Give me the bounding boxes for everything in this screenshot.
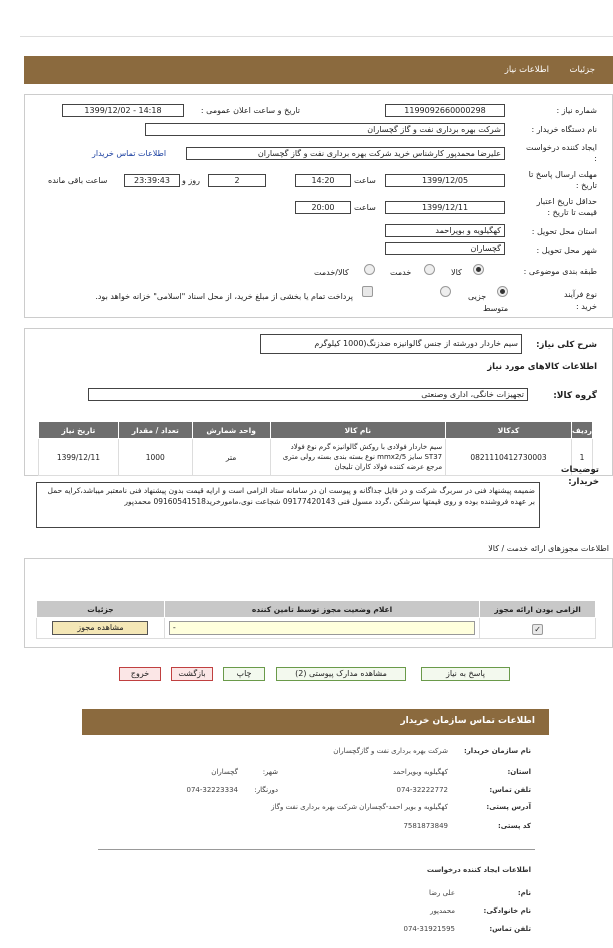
permit-row bbox=[37, 618, 596, 639]
contact-postal: 7581873849 bbox=[403, 822, 448, 830]
city-label: شهر محل تحویل : bbox=[536, 246, 597, 255]
creator-phone-label: تلفن تماس: bbox=[489, 925, 531, 933]
process-medium-label: متوسط bbox=[483, 304, 509, 313]
remaining-label: ساعت باقی مانده bbox=[48, 176, 108, 185]
row-name: سیم خاردار فولادی با روکش گالوانیزه گرم نوع فولاد ST37 سایز mmx2/5 نوع بسته بندی بسته رولی متری مرجع عرضه کننده فولاد کاران تلیجان bbox=[270, 439, 446, 476]
announce-field: 1399/12/02 - 14:18 bbox=[62, 104, 184, 117]
remaining-time: 23:39:43 bbox=[124, 174, 180, 187]
contact-city: گچساران bbox=[211, 768, 238, 776]
contact-title: اطلاعات تماس سازمان خریدار bbox=[400, 716, 535, 726]
goods-group-label: گروه کالا: bbox=[553, 391, 597, 401]
need-summary-label: شرح کلی نیاز: bbox=[536, 340, 597, 350]
category-service-label: خدمت bbox=[390, 268, 412, 277]
category-label: طبقه بندی موضوعی : bbox=[523, 267, 597, 276]
process-label: نوع فرآیند خرید : bbox=[564, 290, 597, 311]
city-field: گچساران bbox=[385, 242, 505, 255]
permits-table bbox=[36, 600, 596, 639]
treasury-payment-checkbox[interactable] bbox=[362, 286, 373, 297]
buyer-notes-text: ضمیمه پیشنهاد فنی در سربرگ شرکت و در فایل جداگانه و پیوست ان در سامانه ستاد الزامی است و ارایه قیمت بدون پیشنهاد فنی نامعتبر میباشد،کرایه حمل بر عهده فروشنده بوده و روی قیمتها سرشکن ،گردد مسول فنی 09177420143 شجاعت نوی،مامورخرید09160541518 محمدپور bbox=[47, 486, 535, 506]
reply-button[interactable]: پاسخ به نیاز bbox=[421, 667, 510, 681]
th-index: ردیف bbox=[571, 422, 592, 439]
row-code: 0821110412730003 bbox=[446, 439, 572, 476]
contact-city-label: شهر: bbox=[262, 768, 278, 776]
need-number-field: 1199092660000298 bbox=[385, 104, 505, 117]
creator-field: علیرضا محمدپور کارشناس خرید شرکت بهره برداری نفت و گاز گچساران bbox=[186, 147, 505, 160]
permit-status-field: - bbox=[169, 621, 475, 635]
goods-group-field: تجهیزات خانگی، اداری وصنعتی bbox=[88, 388, 528, 401]
send-time-label: ساعت bbox=[354, 176, 376, 185]
need-number-label: شماره نیاز : bbox=[556, 106, 597, 115]
validity-time: 20:00 bbox=[295, 201, 351, 214]
row-unit: متر bbox=[192, 439, 270, 476]
contact-address-label: آدرس پستی: bbox=[486, 803, 531, 811]
province-label: استان محل تحویل : bbox=[531, 227, 597, 236]
contact-fax: 074-32223334 bbox=[186, 786, 238, 794]
permit-required-checkbox[interactable]: ✓ bbox=[532, 624, 543, 635]
province-field: کهگیلویه و بویراحمد bbox=[385, 224, 505, 237]
contact-province-label: استان: bbox=[507, 768, 531, 776]
category-both-label: کالا/خدمت bbox=[314, 268, 349, 277]
category-radio-service[interactable] bbox=[424, 264, 435, 275]
send-deadline-time: 14:20 bbox=[295, 174, 351, 187]
process-partial-label: جزیی bbox=[468, 292, 487, 301]
contact-fax-label: دورنگار: bbox=[254, 786, 278, 794]
days-field: 2 bbox=[208, 174, 266, 187]
table-row bbox=[39, 439, 593, 476]
category-radio-both[interactable] bbox=[364, 264, 375, 275]
row-date: 1399/12/11 bbox=[39, 439, 119, 476]
announce-label: تاریخ و ساعت اعلان عمومی : bbox=[200, 106, 300, 115]
breadcrumb-details[interactable]: جزئیات bbox=[569, 65, 595, 75]
creator-label: ایجاد کننده درخواست : bbox=[525, 143, 597, 163]
print-button[interactable]: چاپ bbox=[223, 667, 265, 681]
buyer-org-label: نام دستگاه خریدار : bbox=[531, 125, 597, 134]
view-permit-button[interactable]: مشاهده مجوز bbox=[52, 621, 148, 635]
th-unit: واحد شمارش bbox=[192, 422, 270, 439]
top-divider bbox=[20, 36, 613, 37]
attachments-button[interactable]: مشاهده مدارک پیوستی (2) bbox=[276, 667, 406, 681]
validity-label: حداقل تاریخ اعتبار قیمت تا تاریخ : bbox=[536, 197, 597, 217]
creator-family: محمدپور bbox=[430, 907, 455, 915]
permit-th-details: جزئیات bbox=[37, 601, 165, 618]
days-label: روز و bbox=[182, 176, 200, 185]
creator-name: علی رضا bbox=[428, 889, 455, 897]
buyer-notes-box bbox=[36, 482, 540, 528]
creator-phone: 074-31921595 bbox=[403, 925, 455, 933]
th-name: نام کالا bbox=[270, 422, 446, 439]
permit-th-required: الزامی بودن ارائه مجوز bbox=[480, 601, 596, 618]
send-deadline-label: مهلت ارسال پاسخ تا تاریخ : bbox=[528, 170, 597, 190]
creator-info-title: اطلاعات ایجاد کننده درخواست bbox=[426, 866, 531, 874]
contact-province: کهگیلویه وبویراحمد bbox=[392, 768, 448, 776]
back-button[interactable]: بازگشت bbox=[171, 667, 213, 681]
category-radio-goods[interactable] bbox=[473, 264, 484, 275]
validity-date: 1399/12/11 bbox=[385, 201, 505, 214]
contact-postal-label: کد پستی: bbox=[497, 822, 531, 830]
breadcrumb-need-info[interactable]: اطلاعات نیاز bbox=[504, 65, 549, 75]
exit-button[interactable]: خروج bbox=[119, 667, 161, 681]
permit-th-status: اعلام وضعیت مجوز توسط تامین کننده bbox=[164, 601, 479, 618]
th-code: کدکالا bbox=[446, 422, 572, 439]
th-date: تاریخ نیاز bbox=[39, 422, 119, 439]
buyer-org-field: شرکت بهره برداری نفت و گاز گچساران bbox=[145, 123, 505, 136]
contact-address: کهگیلویه و بویر احمد-گچساران شرکت بهره برداری نفت وگاز bbox=[271, 803, 448, 811]
send-deadline-date: 1399/12/05 bbox=[385, 174, 505, 187]
treasury-payment-note: پرداخت تمام یا بخشی از مبلغ خرید، از محل اسناد "اسلامی" خزانه خواهد بود. bbox=[95, 292, 353, 301]
row-index: 1 bbox=[571, 439, 592, 476]
goods-table bbox=[38, 421, 593, 476]
contact-org: شرکت بهره برداری نفت و گازگچساران bbox=[333, 747, 448, 755]
contact-phone: 074-32222772 bbox=[396, 786, 448, 794]
contact-divider bbox=[98, 849, 535, 850]
category-goods-label: کالا bbox=[451, 268, 462, 277]
goods-info-title: اطلاعات کالاهای مورد نیاز bbox=[487, 362, 597, 372]
process-radio-medium[interactable] bbox=[440, 286, 451, 297]
th-qty: تعداد / مقدار bbox=[118, 422, 192, 439]
validity-time-label: ساعت bbox=[354, 203, 376, 212]
permits-title: اطلاعات مجوزهای ارائه خدمت / کالا bbox=[488, 544, 609, 553]
process-radio-partial[interactable] bbox=[497, 286, 508, 297]
buyer-notes-label: توضیحات خریدار: bbox=[560, 465, 599, 487]
row-qty: 1000 bbox=[118, 439, 192, 476]
contact-phone-label: تلفن تماس: bbox=[489, 786, 531, 794]
contact-org-label: نام سازمان خریدار: bbox=[463, 747, 531, 755]
buyer-contact-link[interactable]: اطلاعات تماس خریدار bbox=[92, 149, 167, 158]
need-summary-field: سیم خاردار دورشته از جنس گالوانیزه ضدزنگ(1000 کیلوگرم bbox=[260, 334, 522, 354]
contact-header bbox=[82, 709, 549, 735]
creator-family-label: نام خانوادگی: bbox=[483, 907, 531, 915]
creator-name-label: نام: bbox=[517, 889, 531, 897]
page-header-bar bbox=[24, 56, 613, 84]
